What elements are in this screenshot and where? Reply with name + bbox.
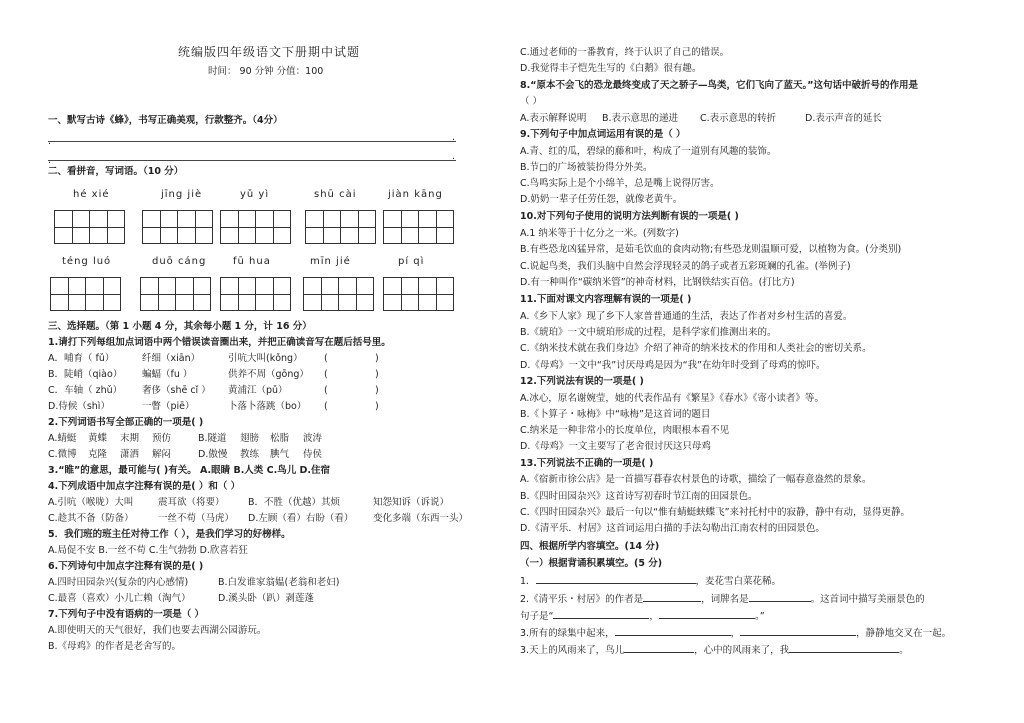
option-text: D.溪头卧（趴）剥莲蓬 — [218, 593, 314, 604]
answer-paren-close: ) — [375, 385, 379, 396]
question-stem: 9.下列句子中加点词运用有误的是（ ） — [520, 129, 686, 140]
option-text: 松脂 — [270, 433, 290, 444]
section4-subheading: （一）根据背诵积累填空。(5 分) — [520, 558, 663, 569]
line-end-dot: . — [452, 151, 456, 162]
fill-blank[interactable] — [615, 635, 731, 636]
option-text: A.即使明天的天气很好，我们也要去西湖公园游玩。 — [48, 625, 267, 636]
fill-text: 句子是“ — [520, 611, 554, 622]
tianzige-box[interactable] — [140, 277, 211, 311]
question-stem: 5．我们班的班主任对待工作（ ），是我们学习的好榜样。 — [48, 529, 291, 540]
option-text: A.《宿新市徐公店》是一首描写暮春农村景色的诗歌，描绘了一幅春意盎然的景象。 — [520, 474, 872, 485]
option-text: D.有一种叫作“碳纳米管”的神奇材料，比钢铁结实百倍。(打比方) — [520, 277, 795, 288]
fill-blank[interactable] — [536, 583, 696, 584]
pinyin-label: shū cài — [314, 189, 357, 200]
tianzige-box[interactable] — [220, 210, 291, 244]
tianzige-box[interactable] — [220, 277, 291, 311]
tianzige-box[interactable] — [142, 210, 213, 244]
option-text: D.侍候（shì） — [48, 401, 110, 412]
question-stem: 12.下列说法有误的一项是( ) — [520, 376, 644, 387]
fill-text: 3.天上的风雨来了，鸟儿 — [520, 645, 625, 656]
fill-blank[interactable] — [643, 601, 701, 602]
option-text: A.《乡下人家》现了乡下人家普普通通的生活，表达了作者对乡村生活的喜爱。 — [520, 311, 853, 322]
left-column — [48, 0, 469, 723]
fill-line — [520, 628, 951, 640]
option-text: 黄浦江（pǔ） — [228, 385, 288, 396]
option-text: D.我觉得丰子恺先生写的《白鹅》很有趣。 — [520, 63, 702, 74]
tianzige-box[interactable] — [50, 277, 121, 311]
tianzige-box[interactable] — [54, 210, 125, 244]
answer-paren-open[interactable]: ( — [324, 353, 328, 364]
option-text: B.隧道 — [198, 433, 227, 444]
option-text: C．车轴（ zhǔ） — [48, 385, 123, 396]
pinyin-label: hé xié — [73, 189, 110, 200]
option-text: D.表示声音的延长 — [805, 113, 882, 124]
fill-blank[interactable] — [749, 601, 811, 602]
section2-heading: 二、看拼音，写词语。（10 分） — [48, 166, 184, 177]
option-text: B.《卜算子・咏梅》中“咏梅”是这首词的题目 — [520, 409, 711, 420]
option-text: 蝙蝠（fu ） — [142, 369, 193, 380]
option-text: A.四时田园杂兴(复杂的内心感情) — [48, 577, 189, 588]
option-text: C.鸟鸣实际上是个小绵羊，总是嘴上说得厉害。 — [520, 178, 720, 189]
question-stem: 6.下列诗句中加点字注释有误的是( ) — [48, 561, 204, 572]
question-stem: 8.“原本不会飞的恐龙最终变成了天之骄子—鸟类，它们飞向了蓝天。”这句话中破折号的作用是 — [520, 80, 918, 91]
option-text: C.最喜（喜欢）小儿亡赖（淘气） — [48, 593, 191, 604]
section4-heading: 四、根据所学内容填空。(14 分) — [520, 541, 660, 552]
tianzige-box[interactable] — [383, 210, 454, 244]
option-text: 翅膀 — [240, 433, 260, 444]
pinyin-label: fū hua — [233, 256, 271, 267]
exam-title: 统编版四年级语文下册期中试题 — [178, 45, 361, 59]
pinyin-label: jiàn kāng — [388, 189, 443, 200]
fill-text: ，词牌名是 — [701, 594, 749, 605]
option-text: 卜落卜落跳（bo） — [228, 401, 307, 412]
option-text: C.说起鸟类，我们头脑中自然会浮现轻灵的鸽子或者五彩斑斓的孔雀。(举例子) — [520, 261, 851, 272]
answer-paren-open[interactable]: ( — [324, 401, 328, 412]
option-text: 一丝不苟（马虎） — [158, 513, 235, 524]
pinyin-label: duō cáng — [152, 256, 207, 267]
fill-text: 1． — [520, 576, 536, 587]
option-text: B.《四时田园杂兴》这首诗写初春时节江南的田园景色。 — [520, 491, 758, 502]
option-text: 腆气 — [270, 449, 290, 460]
line-start-dot: . — [48, 136, 52, 147]
fill-text: ， — [649, 611, 659, 622]
option-text: 知怨知诉（诉说） — [373, 497, 450, 508]
section3-heading: 三、选择题。（第 1 小题 4 分，其余每小题 1 分，计 16 分） — [48, 321, 312, 332]
option-text: 侍侯 — [303, 449, 323, 460]
option-text: B.有些恐龙凶猛异常，是茹毛饮血的食肉动物;有些恐龙则温顺可爱，以植物为食。(分类别) — [520, 244, 902, 255]
pinyin-label: mīn jié — [310, 256, 351, 267]
option-text: D.《清平乐．村居》这首词运用白描的手法勾勒出江南农村的田园景色。 — [520, 523, 825, 534]
fill-blank[interactable] — [659, 618, 755, 619]
option-text: 纤细（xiān） — [142, 353, 201, 364]
option-text: D.傲慢 — [198, 449, 228, 460]
option-text: 解闷 — [152, 449, 172, 460]
option-text: 奢侈（shē cǐ ） — [142, 385, 211, 396]
option-text: C.微博 — [48, 449, 77, 460]
fill-blank[interactable] — [624, 652, 694, 653]
pinyin-label: téng luó — [62, 256, 112, 267]
pinyin-label: pí qì — [398, 256, 425, 267]
section1-heading: 一、默写古诗《蜂》，书写正确美观，行款整齐。（4分） — [48, 115, 283, 126]
option-text: 变化多端（东西一头） — [373, 513, 469, 524]
option-text: 预仿 — [152, 433, 172, 444]
fill-blank[interactable] — [740, 635, 856, 636]
fill-text: 3.所有的绿集中起来， — [520, 628, 615, 639]
fill-text: 2.《清平乐・村居》的作者是 — [520, 594, 644, 605]
option-text: 引吭大叫(kǒng） — [228, 353, 303, 364]
option-text: C.通过老师的一番教育，终于认识了自己的错误。 — [520, 47, 730, 58]
option-text: B.白发谁家翁媪(老翁和老妇) — [218, 577, 340, 588]
option-text: 克隆 — [88, 449, 108, 460]
option-text: B.节□的广场被装扮得分外美。 — [520, 162, 653, 173]
fill-line — [520, 594, 925, 606]
question-stem: 4.下列成语中加点字注释有误的是( ）和（ ） — [48, 481, 241, 492]
fill-text: ，心中的风雨来了，我 — [694, 645, 790, 656]
question-stem: 7.下列句子中没有语病的一项是（ ） — [48, 609, 205, 620]
line-end-dot: . — [452, 132, 456, 143]
pinyin-label: yǔ yì — [240, 189, 270, 200]
fill-text: ，静静地交叉在一起。 — [856, 628, 952, 639]
option-text: C.《纳米技术就在我们身边》介绍了神奇的纳米技术的作用和人类社会的密切关系。 — [520, 343, 872, 354]
answer-paren-close: ) — [375, 401, 379, 412]
option-text: D.《母鸡》一文中“我”讨厌母鸡是因为“我”在幼年时受到了母鸡的惊吓。 — [520, 360, 826, 371]
option-text: B.《母鸡》的作者是老舍写的。 — [48, 641, 182, 652]
question-stem: 10.对下列句子使用的说明方法判断有误的一项是( ) — [520, 211, 739, 222]
line-start-dot: . — [48, 155, 52, 166]
fill-text: 。 — [899, 645, 909, 656]
option-text: C.表示意思的转折 — [700, 113, 777, 124]
option-text: A.蜻蜓 — [48, 433, 77, 444]
option-text: 教练 — [240, 449, 260, 460]
option-text: D.左顾（看）右盼（看） — [248, 513, 354, 524]
option-text: B.表示意思的递进 — [602, 113, 679, 124]
answer-paren[interactable]: （ ） — [520, 96, 543, 107]
option-text: A.青、红的瓜，碧绿的藤和叶，构成了一道别有风趣的装饰。 — [520, 146, 777, 157]
option-text: D.奶奶一辈子任劳任怨，就像老黄牛。 — [520, 194, 683, 205]
fill-line — [520, 576, 781, 588]
writing-line-1[interactable] — [48, 141, 456, 142]
option-text: B．不胜（优越）其烦 — [248, 497, 341, 508]
fill-line — [520, 611, 765, 623]
tianzige-box[interactable] — [383, 277, 454, 311]
option-text: 一瞥（piē） — [142, 401, 195, 412]
answer-paren-open[interactable]: ( — [324, 369, 328, 380]
option-text: D.《母鸡》一文主要写了老舍很讨厌这只母鸡 — [520, 441, 711, 452]
option-text: A．哺育（ fǔ） — [48, 353, 115, 364]
option-text: A.表示解释说明 — [520, 113, 587, 124]
option-text: 末期 — [120, 433, 140, 444]
pinyin-label: jīng jiè — [161, 189, 203, 200]
tianzige-box[interactable] — [303, 277, 374, 311]
fill-blank[interactable] — [789, 652, 899, 653]
option-text: C.趁其不备（防备） — [48, 513, 134, 524]
fill-line — [520, 645, 909, 657]
answer-paren-close: ) — [375, 353, 379, 364]
option-text: C.纳米是一种非常小的长度单位，肉眼根本看不见 — [520, 425, 730, 436]
answer-paren-open[interactable]: ( — [324, 385, 328, 396]
question-stem: 13.下列说法不正确的一项是( ) — [520, 458, 654, 469]
answer-paren-close: ) — [375, 369, 379, 380]
fill-blank[interactable] — [553, 618, 649, 619]
option-text: B.《琥珀》一文中琥珀形成的过程，是科学家们推测出来的。 — [520, 327, 777, 338]
right-column — [520, 0, 990, 723]
fill-text: 。这首词中描写美丽景色的 — [810, 594, 925, 605]
option-text: B．陡峭（qiào） — [48, 369, 123, 380]
writing-line-2[interactable] — [48, 160, 456, 161]
option-text: A.1 纳米等于十亿分之一米。(列数字) — [520, 228, 679, 239]
option-text: A.引吭（喉咙）大叫 — [48, 497, 134, 508]
option-text: 波涛 — [303, 433, 323, 444]
question-stem: 3.“睢”的意思，最可能与( )有关。 A.眼睛 B.人类 C.鸟儿 D.住宿 — [48, 465, 330, 476]
option-text: A.冰心，原名谢婉莹，她的代表作品有《繁星》《春水》《寄小读者》等。 — [520, 393, 824, 404]
option-text: 潇洒 — [120, 449, 140, 460]
option-text: 震耳欲（将要） — [158, 497, 225, 508]
option-text: C.《四时田园杂兴》最后一句以“惟有蜻蜓蛱蝶飞”来衬托村中的寂静，静中有动，显得更静。 — [520, 507, 910, 518]
option-text: 黄蝶 — [88, 433, 108, 444]
option-text: A.局促不安 B.一丝不苟 C.生气勃勃 D.欣喜若狂 — [48, 545, 248, 556]
time-score-line: 时间： 90 分钟 分值：100 — [208, 66, 324, 77]
tianzige-box[interactable] — [305, 210, 376, 244]
option-text: 供养不周（gōng） — [228, 369, 309, 380]
fill-text: 。” — [754, 611, 765, 622]
question-stem: 1.请打下列每组加点词语中两个错误读音圈出来，并把正确读音写在题后括号里。 — [48, 337, 391, 348]
question-stem: 11.下面对课文内容理解有误的一项是( ) — [520, 294, 692, 305]
fill-text: ， — [730, 628, 741, 639]
fill-text: ，麦花雪白菜花稀。 — [695, 576, 782, 587]
question-stem: 2.下列词语书写全部正确的一项是( ) — [48, 417, 204, 428]
